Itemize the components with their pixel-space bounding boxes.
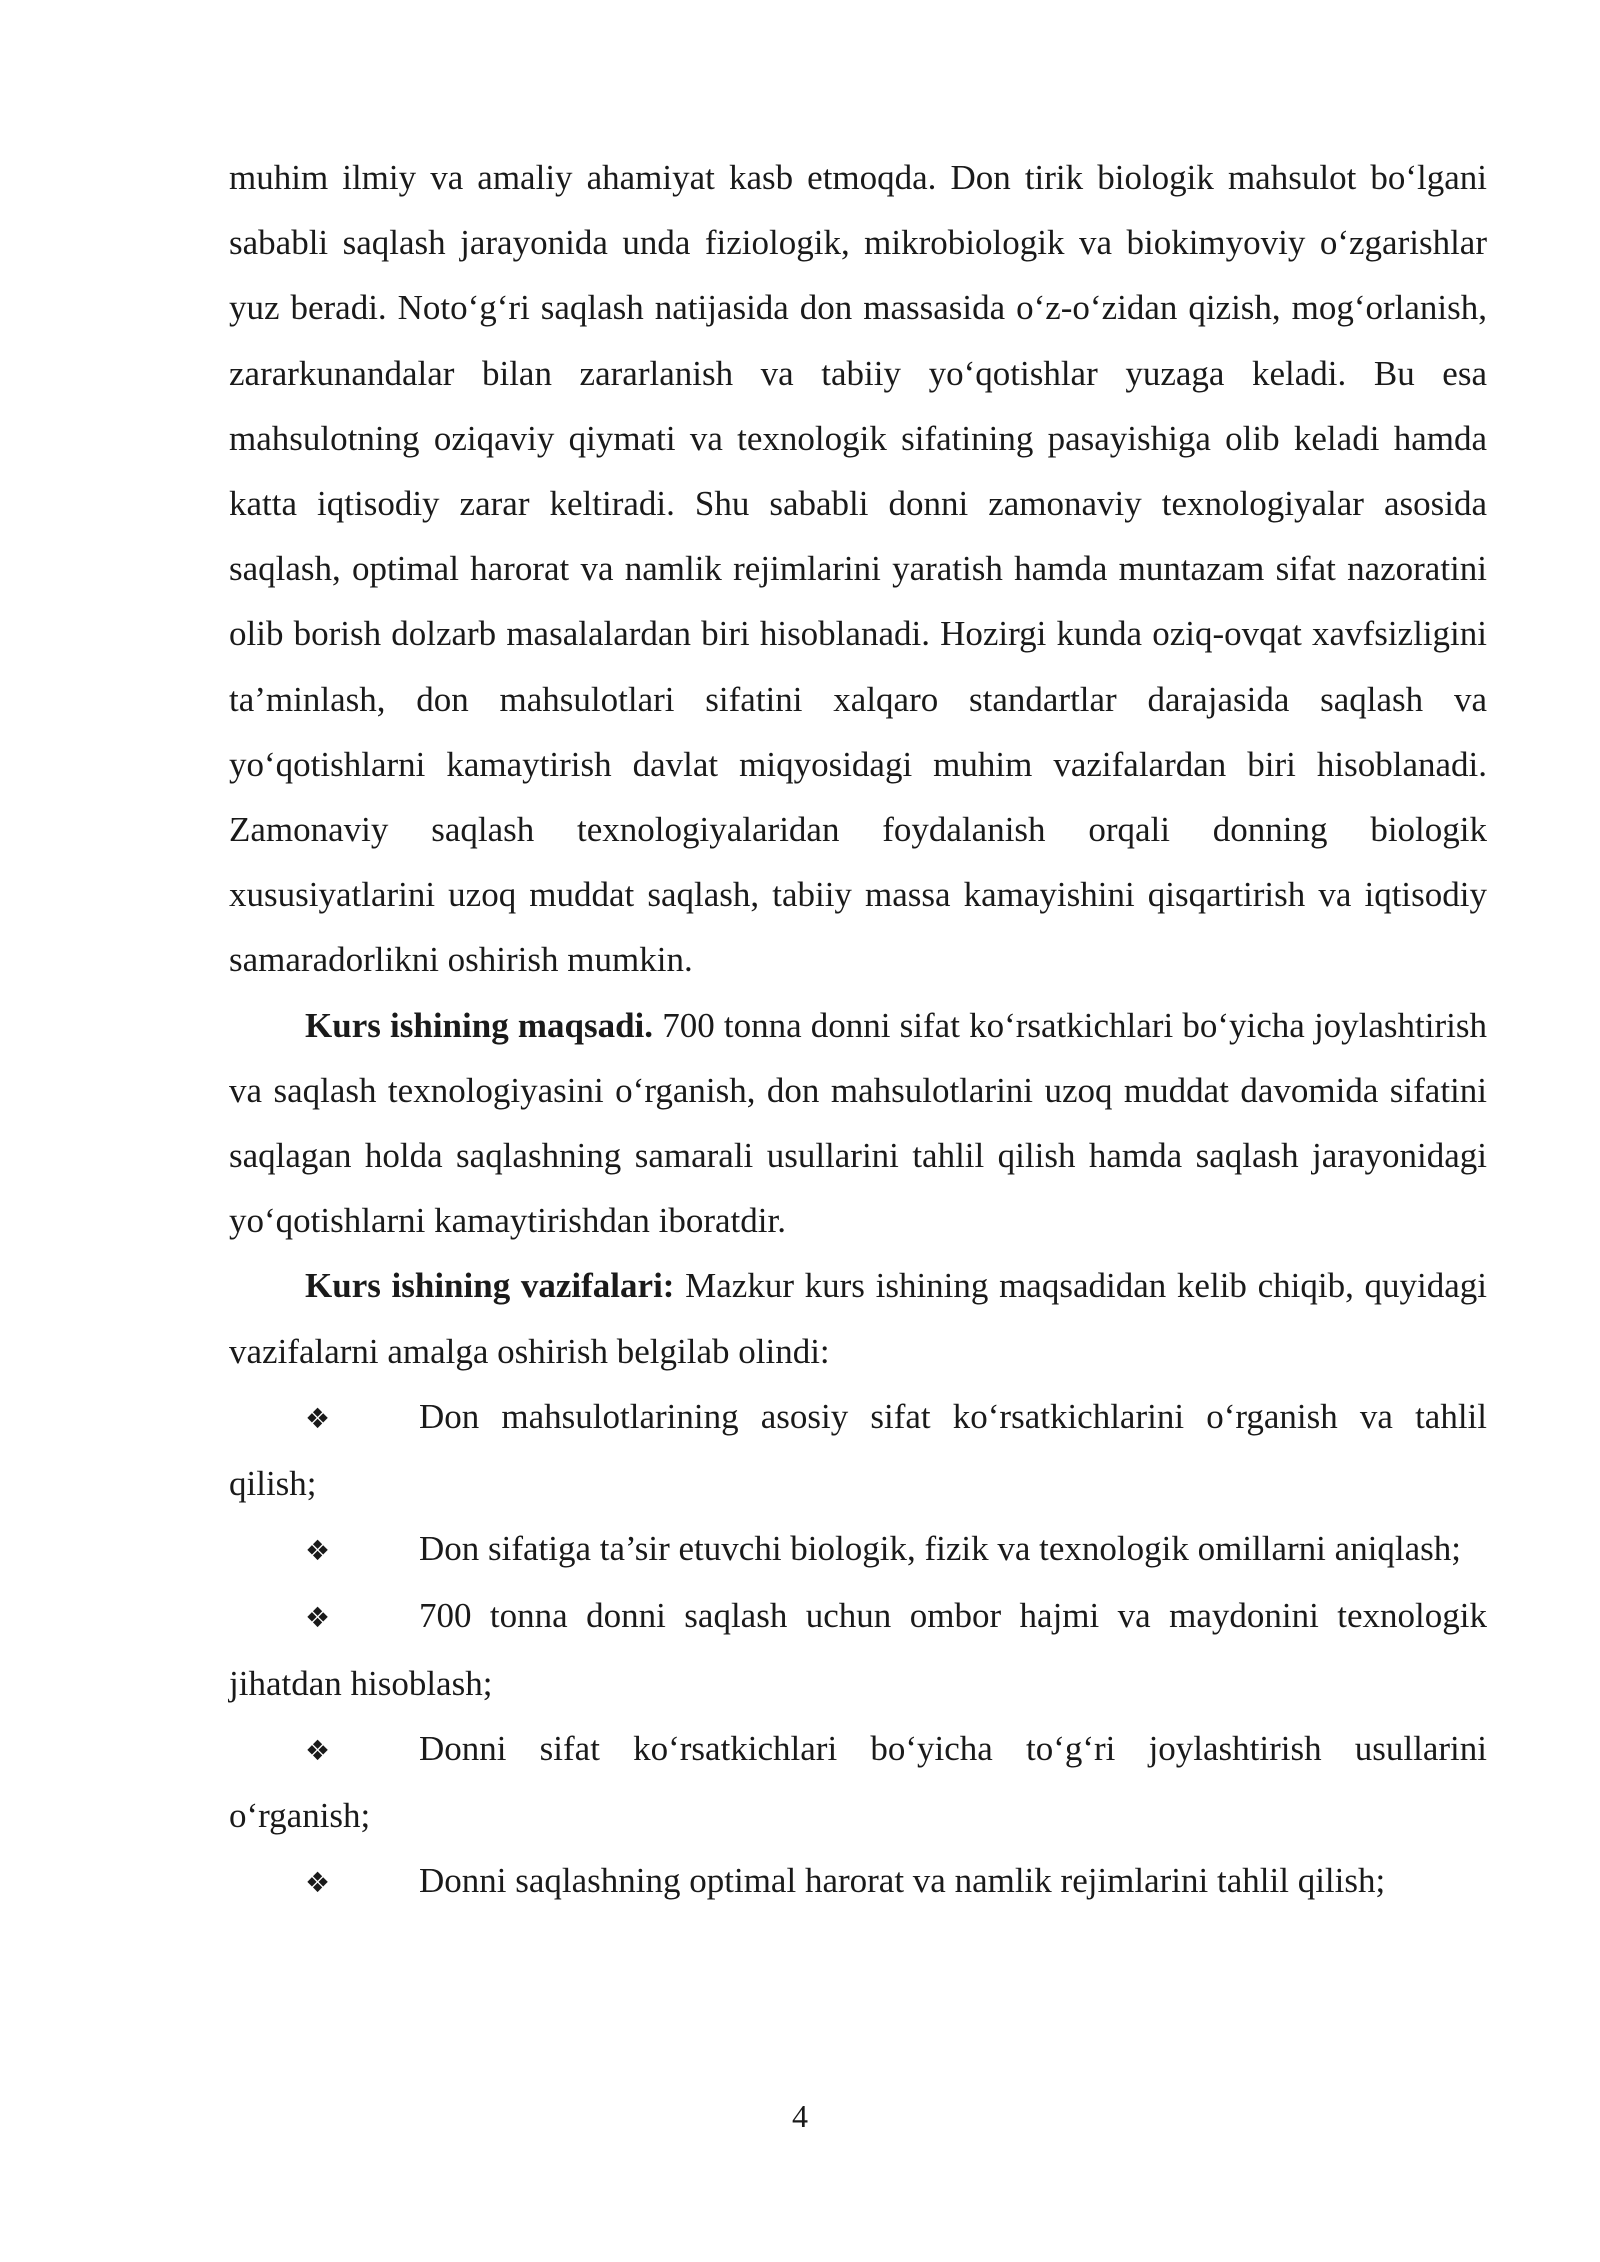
document-body [229,145,1487,1915]
goal-text: 700 tonna donni sifat ko‘rsatkichlari bo‘yicha joylashtirish va saqlash texnologiyasini o‘rganish, don mahsulotlarini uzoq muddat davomida sifatini saqlagan holda saqlashning samarali usullarini tahlil qilish hamda saqlash jarayonidagi yo‘qotishlarni kamaytirishdan iboratdir. [229,1005,1487,1241]
goal-paragraph [229,993,1487,1254]
list-item-text: Don mahsulotlarining asosiy sifat ko‘rsatkichlarini o‘rganish va tahlil qilish; [229,1396,1487,1504]
tasks-paragraph [229,1253,1487,1383]
list-item-text: Donni sifat ko‘rsatkichlari bo‘yicha to‘g‘ri joylashtirish usullarini o‘rganish; [229,1728,1487,1836]
list-item-text: 700 tonna donni saqlash uchun ombor hajmi va maydonini texnologik jihatdan hisoblash; [229,1596,1487,1703]
bullet-diamond-icon: ❖ [305,1866,331,1900]
bullet-diamond-icon: ❖ [305,1733,331,1767]
bullet-diamond-icon: ❖ [305,1401,331,1435]
bullet-diamond-icon: ❖ [305,1601,331,1635]
page-number: 4 [792,2098,808,2134]
bullet-diamond-icon: ❖ [305,1534,331,1568]
list-item [229,1384,1487,1516]
list-item-text: Donni saqlashning optimal harorat va namlik rejimlarini tahlil qilish; [419,1861,1386,1901]
list-item [229,1716,1487,1848]
list-item-text: Don sifatiga ta’sir etuvchi biologik, fizik va texnologik omillarni aniqlash; [419,1529,1462,1569]
goal-heading: Kurs ishining maqsadi. [305,1005,654,1045]
list-item [229,1848,1487,1915]
tasks-text: Mazkur kurs ishining maqsadidan kelib chiqib, quyidagi vazifalarni amalga oshirish belgilab olindi: [229,1266,1487,1371]
intro-paragraph: muhim ilmiy va amaliy ahamiyat kasb etmoqda. Don tirik biologik mahsulot bo‘lgani sababli saqlash jarayonida unda fiziologik, mikrobiologik va biokimyoviy o‘zgarishlar yuz beradi. Noto‘g‘ri saqlash natijasida don massasida o‘z-o‘zidan qizish, mog‘orlanish, zararkunandalar bilan zararlanish va tabiiy yo‘qotishlar yuzaga keladi. Bu esa mahsulotning oziqaviy qiymati va texnologik sifatining pasayishiga olib keladi hamda katta iqtisodiy zarar keltiradi. Shu sababli donni zamonaviy texnologiyalar asosida saqlash, optimal harorat va namlik rejimlarini yaratish hamda muntazam sifat nazoratini olib borish dolzarb masalalardan biri hisoblanadi. Hozirgi kunda oziq-ovqat xavfsizligini ta’minlash, don mahsulotlari sifatini xalqaro standartlar darajasida saqlash va yo‘qotishlarni kamaytirish davlat miqyosidagi muhim vazifalardan biri hisoblanadi. Zamonaviy saqlash texnologiyalaridan foydalanish orqali donning biologik xususiyatlarini uzoq muddat saqlash, tabiiy massa kamayishini qisqartirish va iqtisodiy samaradorlikni oshirish mumkin. [229,158,1487,980]
tasks-heading: Kurs ishining vazifalari: [305,1266,675,1306]
list-item [229,1583,1487,1715]
list-item [229,1516,1487,1583]
